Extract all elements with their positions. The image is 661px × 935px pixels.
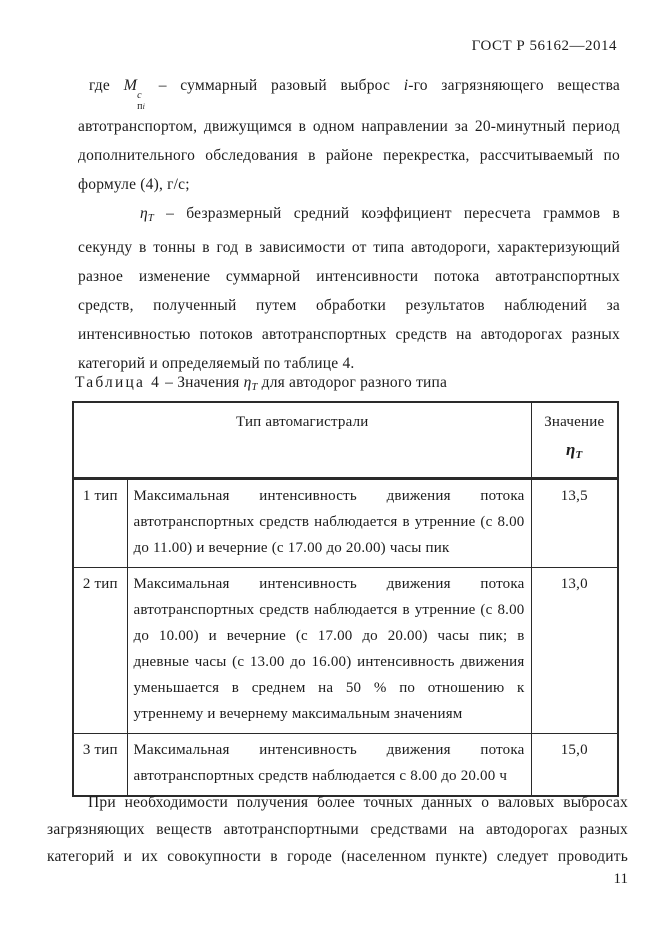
italic-variable-i: i xyxy=(403,77,409,94)
table-caption xyxy=(75,374,620,393)
formula-eta-subscript: T xyxy=(147,213,154,224)
row1-value-cell: 13,5 xyxy=(531,479,618,568)
para1-text-b: -го загрязняющего вещества автотранспортом, движущимся в одном направлении за 20-минутный период дополнительного обследования в районе перекрестка, рассчитываемый по формуле (4), г/с; xyxy=(78,77,620,193)
row3-value-cell: 15,0 xyxy=(531,734,618,797)
paragraph-closing: При необходимости получения более точных данных о валовых выбросах загрязняющих веществ автотранспортными средствами на автодорогах разных категорий и их совокупности в городе (населенном пункте) следует проводить xyxy=(47,794,628,865)
row1-description-cell: Максимальная интенсивность движения потока автотранспортных средств наблюдается в утренние (с 8.00 до 11.00) и вечерние (с 17.00 до 20.00) часы пик xyxy=(127,479,531,568)
formula-scripts xyxy=(137,91,145,112)
para2-text: – безразмерный средний коэффициент пересчета граммов в секунду в тонны в год в зависимости от типа автодороги, характеризующий разное изменение суммарной интенсивности потока автотранспортных средств, полученный путем обработки результатов наблюдений за интенсивностью потоков автотранспортных средств на автодорогах разных категорий и определяемый по таблице 4. xyxy=(78,205,620,372)
row2-value-cell: 13,0 xyxy=(531,568,618,734)
header-value-formula: $\eta_T$ xyxy=(566,440,583,461)
formula-eta-t xyxy=(140,205,154,222)
formula-subscript: пi xyxy=(137,100,146,112)
caption-formula-eta-t: ηT xyxy=(243,374,258,393)
formula-base-eta: η xyxy=(140,205,148,222)
row3-type-cell: 3 тип xyxy=(73,734,127,797)
table-caption-label: Таблица 4 xyxy=(75,374,162,391)
where-lead: где xyxy=(89,77,124,94)
para1-text-a: суммарный разовый выброс xyxy=(180,77,404,94)
row2-description-cell: Максимальная интенсивность движения потока автотранспортных средств наблюдается в утренние (с 8.00 до 10.00) и вечерние (с 17.00 до 20.00) часы пик; в дневные часы (с 13.00 до 16.00) интенсивность движения уменьшается в среднем на 50 % по отношению к утреннему и вечернему максимальным значениям xyxy=(127,568,531,734)
standard-code-header: ГОСТ Р 56162—2014 xyxy=(471,38,617,54)
row3-description-cell: Максимальная интенсивность движения потока автотранспортных средств наблюдается с 8.00 до 20.00 ч xyxy=(127,734,531,797)
table-4-road-types xyxy=(72,401,619,797)
body-text-block xyxy=(78,71,620,378)
table-caption-middle: – Значения xyxy=(161,374,244,391)
formula-base-m: M xyxy=(123,77,138,94)
row1-type-cell: 1 тип xyxy=(73,479,127,568)
table-caption-suffix: для автодорог разного типа xyxy=(257,374,448,391)
formula-superscript: c xyxy=(137,90,142,101)
row2-type-cell: 2 тип xyxy=(73,568,127,734)
header-value-label: Значение xyxy=(544,414,605,430)
formula-m-pi-c xyxy=(123,77,146,112)
definition-dash: – xyxy=(145,77,181,94)
paragraph-definition-m xyxy=(78,71,620,199)
table-row-type-2 xyxy=(73,568,618,734)
header-cell-road-type: Тип автомагистрали xyxy=(73,402,531,479)
table-header-row xyxy=(73,402,618,479)
header-cell-value xyxy=(531,402,618,479)
table-row-type-1 xyxy=(73,479,618,568)
table-row-type-3 xyxy=(73,734,618,797)
page-number: 11 xyxy=(613,871,628,887)
paragraph-definition-eta xyxy=(78,199,620,378)
